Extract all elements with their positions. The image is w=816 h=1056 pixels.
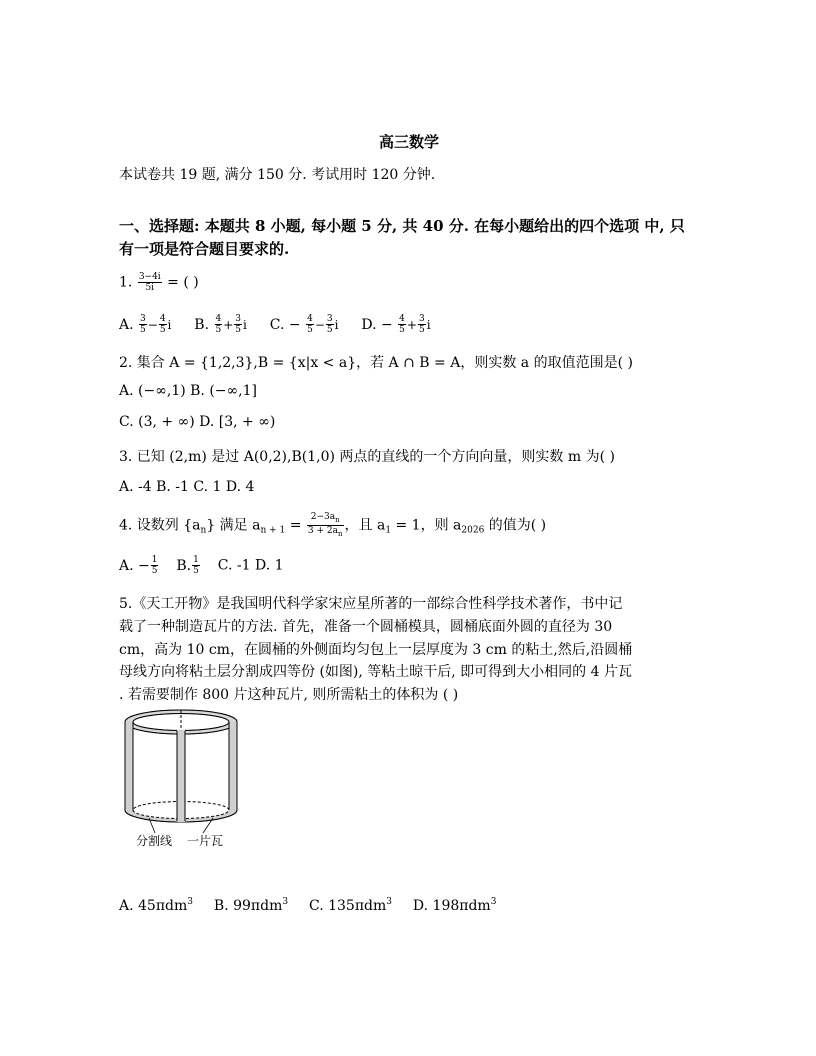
option-b: B. 99πdm$^3$ bbox=[213, 897, 289, 914]
page-title: 高三数学 bbox=[379, 133, 440, 151]
option-c: C. − $\frac{4}{5}$ − $\frac{3}{5}$ i bbox=[269, 314, 339, 335]
option-c: C. 135πdm$^3$ bbox=[309, 897, 393, 914]
question-2-stem: 2. 集合 A = {1,2,3},B = {x|x < a}，若 A ∩ B = A，则实数 a 的取值范围是( ) bbox=[119, 355, 633, 371]
question-5-line4: 母线方向将粘土层分割成四等份 (如图), 等粘土晾干后, 即可得到大小相同的 4 片瓦 bbox=[119, 664, 632, 680]
figure-label-tile: 一片瓦 bbox=[187, 834, 224, 848]
question-5-line5: . 若需要制作 800 片这种瓦片, 则所需粘土的体积为 ( ) bbox=[119, 687, 459, 703]
section-heading-line1: 一、选择题: 本题共 8 小题, 每小题 5 分, 共 40 分. 在每小题给出的四个选项 中, 只 bbox=[119, 217, 685, 235]
right-wall bbox=[229, 722, 237, 810]
figure-label-dividing-line: 分割线 bbox=[136, 834, 173, 848]
question-4-stem: 4. 设数列 $\{a_n\}$ 满足 $a_{n + 1}$ = $\frac{2-3a_n}{3 + 2a_n}$ ，且 $a_1 = 1$，则 $a_{2026}$ 的值为( ) bbox=[119, 512, 547, 538]
question-3-options: A. -4 B. -1 C. 1 D. 4 bbox=[119, 479, 255, 495]
option-d: D. − $\frac{4}{5}$ + $\frac{3}{5}$ i bbox=[361, 314, 431, 335]
option-b: B. $\frac{1}{5}$ bbox=[176, 555, 199, 576]
cylinder-figure bbox=[115, 700, 245, 855]
question-4-options bbox=[119, 555, 284, 576]
question-3-stem: 3. 已知 (2,m) 是过 A(0,2),B(1,0) 两点的直线的一个方向向量，则实数 m 为( ) bbox=[119, 449, 615, 465]
option-cd: C. -1 D. 1 bbox=[217, 557, 284, 574]
option-b: B. $\frac{4}{5}$ + $\frac{3}{5}$ i bbox=[194, 314, 247, 335]
exam-intro: 本试卷共 19 题, 满分 150 分. 考试用时 120 分钟. bbox=[119, 167, 436, 183]
question-2-options-ab: A. (−∞,1) B. (−∞,1] bbox=[119, 383, 257, 399]
fraction: $\frac{3-4i}{5i}$ bbox=[138, 272, 161, 293]
question-5-line3: cm，高为 10 cm，在圆桶的外侧面均匀包上一层厚度为 3 cm 的粘土,然后,沿圆桶 bbox=[119, 642, 633, 658]
question-5-line2: 载了一种制造瓦片的方法. 首先，准备一个圆桶模具，圆桶底面外圆的直径为 30 bbox=[119, 619, 613, 635]
option-a: A. 45πdm$^3$ bbox=[119, 897, 193, 914]
question-1-options bbox=[119, 314, 431, 335]
question-2-options-cd: C. (3, + ∞) D. [3, + ∞) bbox=[119, 414, 276, 430]
question-1-stem: 1. $\frac{3-4i}{5i}$ = ( ) bbox=[119, 272, 199, 293]
fraction: $\frac{2-3a_n}{3 + 2a_n}$ bbox=[307, 512, 343, 538]
option-a: A. $\frac{3}{5}$ − $\frac{4}{5}$ i bbox=[119, 314, 172, 335]
option-d: D. 198πdm$^3$ bbox=[412, 897, 497, 914]
question-5-options bbox=[119, 897, 496, 914]
question-5-line1: 5.《天工开物》是我国明代科学家宋应星所著的一部综合性科学技术著作，书中记 bbox=[119, 596, 623, 612]
section-heading-line2: 有一项是符合题目要求的. bbox=[119, 240, 290, 258]
option-a: A. − $\frac{1}{5}$ bbox=[119, 555, 158, 576]
left-wall bbox=[125, 722, 133, 810]
